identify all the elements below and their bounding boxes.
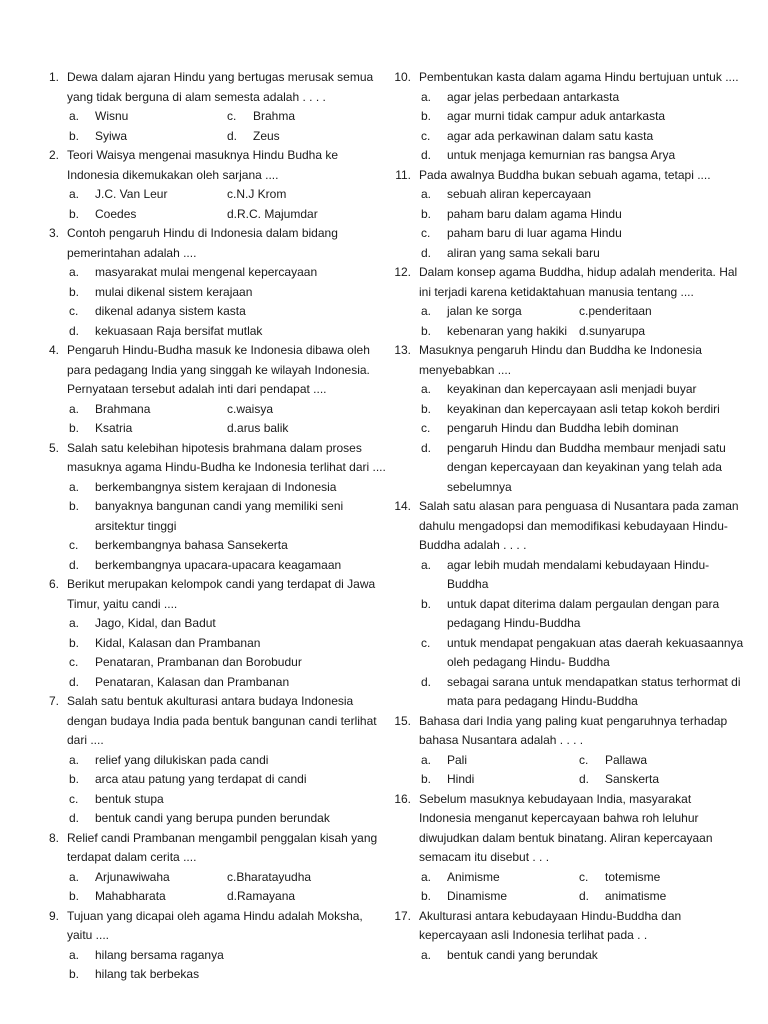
option-letter: a. (421, 304, 432, 318)
answer-option (36, 653, 386, 673)
option-letter: d. (69, 323, 80, 338)
option-letter: c. (421, 421, 431, 435)
answer-option (69, 868, 227, 888)
answer-option (388, 127, 744, 147)
question-number: 1. (48, 70, 59, 84)
answer-option (579, 751, 647, 771)
option-text: kekuasaan Raja bersifat mutlak (95, 323, 263, 338)
answer-option (69, 205, 227, 225)
option-letter: c. (69, 304, 79, 318)
question-item (36, 341, 386, 439)
option-letter: b. (69, 206, 80, 221)
answer-option (69, 419, 227, 439)
option-text: untuk dapat diterima dalam pergaulan dengan para pedagang Hindu-Buddha (447, 596, 720, 630)
option-letter: a. (421, 947, 432, 962)
answer-option (388, 595, 744, 634)
answer-option (36, 556, 386, 576)
option-letter: b. (421, 401, 432, 416)
question-row (36, 692, 386, 751)
question-item (388, 712, 744, 790)
option-letter: d. (579, 772, 590, 786)
option-letter: a. (69, 616, 80, 630)
answer-option (227, 127, 280, 147)
option-letter: d. (421, 674, 432, 689)
answer-option-row (388, 322, 744, 342)
answer-option (227, 887, 295, 907)
option-text: Penataran, Prambanan dan Borobudur (95, 655, 302, 669)
answer-option (579, 868, 660, 888)
answer-option-row (388, 887, 744, 907)
answer-option (36, 634, 386, 654)
question-text: Salah satu bentuk akulturasi antara budaya Indonesia dengan budaya India pada bentuk bangunan candi terlihat dari .... (67, 694, 377, 747)
option-letter: b. (421, 206, 432, 221)
option-letter: a. (69, 479, 80, 494)
question-text: Pengaruh Hindu-Budha masuk ke Indonesia dibawa oleh para pedagang India yang singgah ke wilayah Indonesia. Pernyataan tersebut adalah inti dari pendapat .... (67, 343, 370, 396)
answer-option (36, 497, 386, 536)
question-row (388, 907, 744, 946)
question-item (388, 790, 744, 907)
question-text: Masuknya pengaruh Hindu dan Buddha ke Indonesia menyebabkan .... (419, 343, 702, 377)
question-number: 5. (48, 440, 59, 455)
question-item (388, 166, 744, 264)
question-item (36, 439, 386, 576)
answer-option (421, 887, 579, 907)
answer-option (388, 185, 744, 205)
option-text: Ksatria (95, 421, 133, 435)
question-row (36, 829, 386, 868)
option-letter: d. (421, 245, 432, 260)
answer-option-row (388, 770, 744, 790)
option-text: Bharatayudha (236, 869, 312, 884)
question-number: 13. (394, 343, 411, 357)
option-letter: c. (227, 109, 237, 123)
question-item (36, 146, 386, 224)
option-letter: a. (421, 869, 432, 884)
option-text: aliran yang sama sekali baru (447, 245, 600, 260)
option-letter: c. (227, 869, 237, 884)
option-letter: d. (227, 128, 238, 143)
option-text: Pallawa (605, 752, 648, 767)
option-text: waisya (236, 401, 274, 416)
option-text: dikenal adanya sistem kasta (95, 304, 246, 318)
answer-option (388, 634, 744, 673)
question-row (36, 68, 386, 107)
option-text: bentuk stupa (95, 791, 164, 806)
option-text: paham baru di luar agama Hindu (447, 226, 622, 240)
option-text: Kidal, Kalasan dan Prambanan (95, 635, 261, 650)
answer-option (36, 790, 386, 810)
question-number: 16. (394, 791, 411, 806)
right-question-column (388, 68, 744, 965)
answer-option (227, 868, 311, 888)
question-text: Dewa dalam ajaran Hindu yang bertugas merusak semua yang tidak berguna di alam semesta adalah . . . . (67, 70, 374, 104)
answer-option (69, 887, 227, 907)
option-letter: c. (579, 752, 589, 767)
option-text: jalan ke sorga (447, 304, 522, 318)
option-letter: b. (69, 635, 80, 650)
answer-option (421, 322, 579, 342)
question-row (388, 712, 744, 751)
option-text: Jago, Kidal, dan Badut (95, 616, 216, 630)
option-letter: a. (421, 557, 432, 572)
question-text: Contoh pengaruh Hindu di Indonesia dalam bidang pemerintahan adalah .... (67, 226, 338, 260)
left-question-column (36, 68, 386, 985)
option-text: agar jelas perbedaan antarkasta (447, 89, 620, 104)
question-text: Teori Waisya mengenai masuknya Hindu Budha ke Indonesia dikemukakan oleh sarjana .... (67, 148, 339, 182)
option-letter: b. (69, 421, 80, 435)
option-letter: d. (227, 206, 238, 221)
option-text: keyakinan dan kepercayaan asli tetap kokoh berdiri (447, 401, 720, 416)
option-text: Animisme (447, 869, 500, 884)
answer-option (69, 107, 227, 127)
option-letter: b. (421, 109, 432, 123)
question-number: 7. (48, 694, 59, 708)
option-text: berkembangnya sistem kerajaan di Indonesia (95, 479, 337, 494)
option-text: arus balik (237, 421, 289, 435)
option-text: berkembangnya upacara-upacara keagamaan (95, 557, 342, 572)
question-number: 11. (395, 167, 411, 182)
option-letter: c. (69, 655, 79, 669)
option-text: untuk menjaga kemurnian ras bangsa Arya (447, 148, 676, 162)
option-text: Wisnu (95, 109, 129, 123)
question-item (36, 692, 386, 829)
option-text: sunyarupa (589, 323, 646, 338)
option-letter: a. (421, 89, 432, 104)
option-letter: d. (579, 889, 590, 903)
answer-option-row (388, 302, 744, 322)
option-letter: b. (421, 889, 432, 903)
option-text: hilang bersama raganya (95, 947, 224, 962)
option-letter: a. (69, 401, 80, 416)
option-letter: a. (69, 869, 80, 884)
answer-option (388, 439, 744, 498)
option-letter: c. (421, 128, 431, 143)
question-text: Pada awalnya Buddha bukan sebuah agama, tetapi .... (419, 167, 711, 182)
option-text: hilang tak berbekas (95, 967, 200, 981)
question-item (36, 68, 386, 146)
answer-option (36, 614, 386, 634)
option-letter: c. (421, 226, 431, 240)
question-number: 3. (48, 226, 59, 240)
option-text: arca atau patung yang terdapat di candi (95, 772, 307, 786)
option-text: sebuah aliran kepercayaan (447, 187, 592, 201)
answer-option-row (36, 868, 386, 888)
question-number: 4. (48, 343, 59, 357)
option-letter: b. (421, 596, 432, 611)
question-text: Berikut merupakan kelompok candi yang terdapat di Jawa Timur, yaitu candi .... (67, 577, 376, 611)
option-letter: b. (69, 284, 80, 299)
option-text: N.J Krom (236, 187, 287, 201)
answer-option-row (36, 887, 386, 907)
option-letter: c. (421, 635, 431, 650)
answer-option-row (388, 751, 744, 771)
question-text: Akulturasi antara kebudayaan Hindu-Buddha dan kepercayaan asli Indonesia terlihat pada . . (419, 908, 682, 942)
option-text: sebagai sarana untuk mendapatkan status terhormat di mata para pedagang Hindu-Buddha (447, 674, 741, 708)
answer-option (579, 322, 645, 342)
option-letter: d. (579, 323, 590, 338)
option-letter: a. (421, 382, 432, 396)
option-text: pengaruh Hindu dan Buddha membaur menjadi satu dengan kepercayaan dan keyakinan yang telah ada sebelumnya (447, 440, 726, 494)
answer-option (579, 770, 659, 790)
question-row (36, 224, 386, 263)
question-row (36, 341, 386, 400)
option-text: Mahabharata (95, 889, 166, 903)
option-text: paham baru dalam agama Hindu (447, 206, 622, 221)
option-text: agar murni tidak campur aduk antarkasta (447, 109, 666, 123)
option-letter: d. (227, 421, 238, 435)
question-row (388, 497, 744, 556)
question-item (388, 263, 744, 341)
question-number: 6. (48, 577, 59, 591)
option-letter: c. (227, 187, 237, 201)
option-text: Zeus (253, 128, 280, 143)
option-letter: d. (421, 440, 432, 455)
answer-option (579, 302, 652, 322)
answer-option (36, 263, 386, 283)
question-item (388, 341, 744, 497)
question-text: Salah satu kelebihan hipotesis brahmana dalam proses masuknya agama Hindu-Budha ke Indonesia terlihat dari .... (67, 440, 386, 474)
option-letter: d. (421, 148, 432, 162)
option-letter: c. (69, 538, 79, 552)
answer-option (388, 400, 744, 420)
question-item (388, 497, 744, 712)
option-letter: c. (579, 304, 589, 318)
question-text: Tujuan yang dicapai oleh agama Hindu adalah Moksha, yaitu .... (67, 908, 363, 942)
option-letter: d. (69, 674, 80, 689)
question-number: 14. (394, 499, 411, 513)
answer-option-row (36, 107, 386, 127)
question-row (388, 166, 744, 186)
option-text: berkembangnya bahasa Sansekerta (95, 538, 288, 552)
option-letter: b. (421, 323, 432, 338)
answer-option (388, 673, 744, 712)
option-letter: d. (227, 889, 238, 903)
answer-option (388, 205, 744, 225)
option-letter: b. (69, 772, 80, 786)
option-text: agar lebih mudah mendalami kebudayaan Hindu-Buddha (447, 557, 710, 591)
answer-option (227, 400, 273, 420)
answer-option (227, 107, 295, 127)
option-text: kebenaran yang hakiki (447, 323, 568, 338)
question-item (388, 907, 744, 966)
answer-option (69, 127, 227, 147)
question-item (36, 907, 386, 985)
answer-option (36, 965, 386, 985)
answer-option-row (388, 868, 744, 888)
question-row (388, 263, 744, 302)
answer-option (69, 185, 227, 205)
question-text: Relief candi Prambanan mengambil penggalan kisah yang terdapat dalam cerita .... (67, 830, 378, 864)
answer-option (421, 770, 579, 790)
question-number: 8. (48, 830, 59, 845)
option-text: R.C. Majumdar (237, 206, 318, 221)
answer-option-row (36, 419, 386, 439)
option-text: masyarakat mulai mengenal kepercayaan (95, 265, 318, 279)
question-row (36, 575, 386, 614)
answer-option (36, 322, 386, 342)
question-number: 10. (394, 70, 411, 84)
answer-option (388, 419, 744, 439)
option-letter: a. (69, 187, 80, 201)
option-text: untuk mendapat pengakuan atas daerah kekuasaannya oleh pedagang Hindu- Buddha (447, 635, 744, 669)
answer-option (36, 770, 386, 790)
option-text: relief yang dilukiskan pada candi (95, 752, 269, 767)
option-letter: d. (69, 557, 80, 572)
question-number: 9. (48, 908, 59, 923)
question-text: Bahasa dari India yang paling kuat pengaruhnya terhadap bahasa Nusantara adalah . . . . (419, 713, 728, 747)
option-text: Penataran, Kalasan dan Prambanan (95, 674, 290, 689)
option-letter: b. (69, 499, 80, 513)
option-text: Brahmana (95, 401, 151, 416)
option-letter: b. (69, 128, 80, 143)
question-row (388, 341, 744, 380)
option-letter: a. (69, 265, 80, 279)
answer-option (388, 224, 744, 244)
answer-option (36, 302, 386, 322)
question-item (388, 68, 744, 166)
option-text: mulai dikenal sistem kerajaan (95, 284, 253, 299)
answer-option (388, 88, 744, 108)
answer-option (227, 185, 286, 205)
option-text: Syiwa (95, 128, 128, 143)
question-text: Pembentukan kasta dalam agama Hindu bertujuan untuk .... (419, 70, 739, 84)
option-text: bentuk candi yang berundak (447, 947, 598, 962)
option-text: animatisme (605, 889, 667, 903)
answer-option (579, 887, 666, 907)
question-row (36, 439, 386, 478)
answer-option (421, 868, 579, 888)
answer-option (388, 556, 744, 595)
question-text: Dalam konsep agama Buddha, hidup adalah menderita. Hal ini terjadi karena ketidaktahuan manusia tentang .... (419, 265, 738, 299)
question-item (36, 829, 386, 907)
answer-option-row (36, 185, 386, 205)
option-text: Sanskerta (605, 772, 660, 786)
answer-option (36, 673, 386, 693)
option-text: J.C. Van Leur (95, 187, 168, 201)
answer-option (36, 809, 386, 829)
option-text: Pali (447, 752, 468, 767)
option-letter: a. (421, 187, 432, 201)
question-row (388, 68, 744, 88)
option-letter: c. (227, 401, 237, 416)
question-number: 17. (394, 908, 411, 923)
question-row (388, 790, 744, 868)
question-number: 2. (48, 148, 59, 162)
option-letter: a. (69, 109, 80, 123)
option-text: penderitaan (588, 304, 652, 318)
answer-option (421, 302, 579, 322)
answer-option (36, 946, 386, 966)
option-text: Coedes (95, 206, 137, 221)
option-text: Ramayana (237, 889, 296, 903)
question-row (36, 146, 386, 185)
question-number: 12. (394, 265, 411, 279)
option-letter: d. (69, 811, 80, 825)
option-letter: c. (579, 869, 589, 884)
option-letter: a. (69, 752, 80, 767)
answer-option (36, 283, 386, 303)
option-text: keyakinan dan kepercayaan asli menjadi buyar (447, 382, 697, 396)
option-text: Dinamisme (447, 889, 508, 903)
option-text: Arjunawiwaha (95, 869, 170, 884)
option-letter: c. (69, 791, 79, 806)
answer-option (227, 205, 318, 225)
answer-option (69, 400, 227, 420)
option-letter: a. (69, 947, 80, 962)
answer-option (388, 244, 744, 264)
option-letter: b. (69, 889, 80, 903)
answer-option (227, 419, 288, 439)
answer-option (388, 146, 744, 166)
option-text: Hindi (447, 772, 475, 786)
option-text: agar ada perkawinan dalam satu kasta (447, 128, 654, 143)
answer-option (36, 536, 386, 556)
answer-option-row (36, 127, 386, 147)
option-text: banyaknya bangunan candi yang memiliki seni arsitektur tinggi (95, 499, 344, 533)
question-item (36, 224, 386, 341)
question-text: Sebelum masuknya kebudayaan India, masyarakat Indonesia menganut kepercayaan bahwa roh leluhur diwujudkan dalam bentuk binatang. Aliran kepercayaan semacam itu disebut . . . (419, 791, 713, 864)
option-text: pengaruh Hindu dan Buddha lebih dominan (447, 421, 679, 435)
answer-option-row (36, 205, 386, 225)
option-letter: b. (69, 967, 80, 981)
answer-option (388, 946, 744, 966)
answer-option (388, 380, 744, 400)
answer-option (36, 751, 386, 771)
question-text: Salah satu alasan para penguasa di Nusantara pada zaman dahulu mengadopsi dan memodifikasi kebudayaan Hindu-Buddha adalah . . . . (419, 499, 739, 552)
question-row (36, 907, 386, 946)
answer-option (421, 751, 579, 771)
answer-option (36, 478, 386, 498)
option-text: totemisme (605, 869, 661, 884)
option-text: Brahma (253, 109, 296, 123)
answer-option (388, 107, 744, 127)
option-text: bentuk candi yang berupa punden berundak (95, 811, 330, 825)
question-item (36, 575, 386, 692)
option-letter: b. (421, 772, 432, 786)
option-letter: a. (421, 752, 432, 767)
answer-option-row (36, 400, 386, 420)
question-number: 15. (394, 713, 411, 728)
